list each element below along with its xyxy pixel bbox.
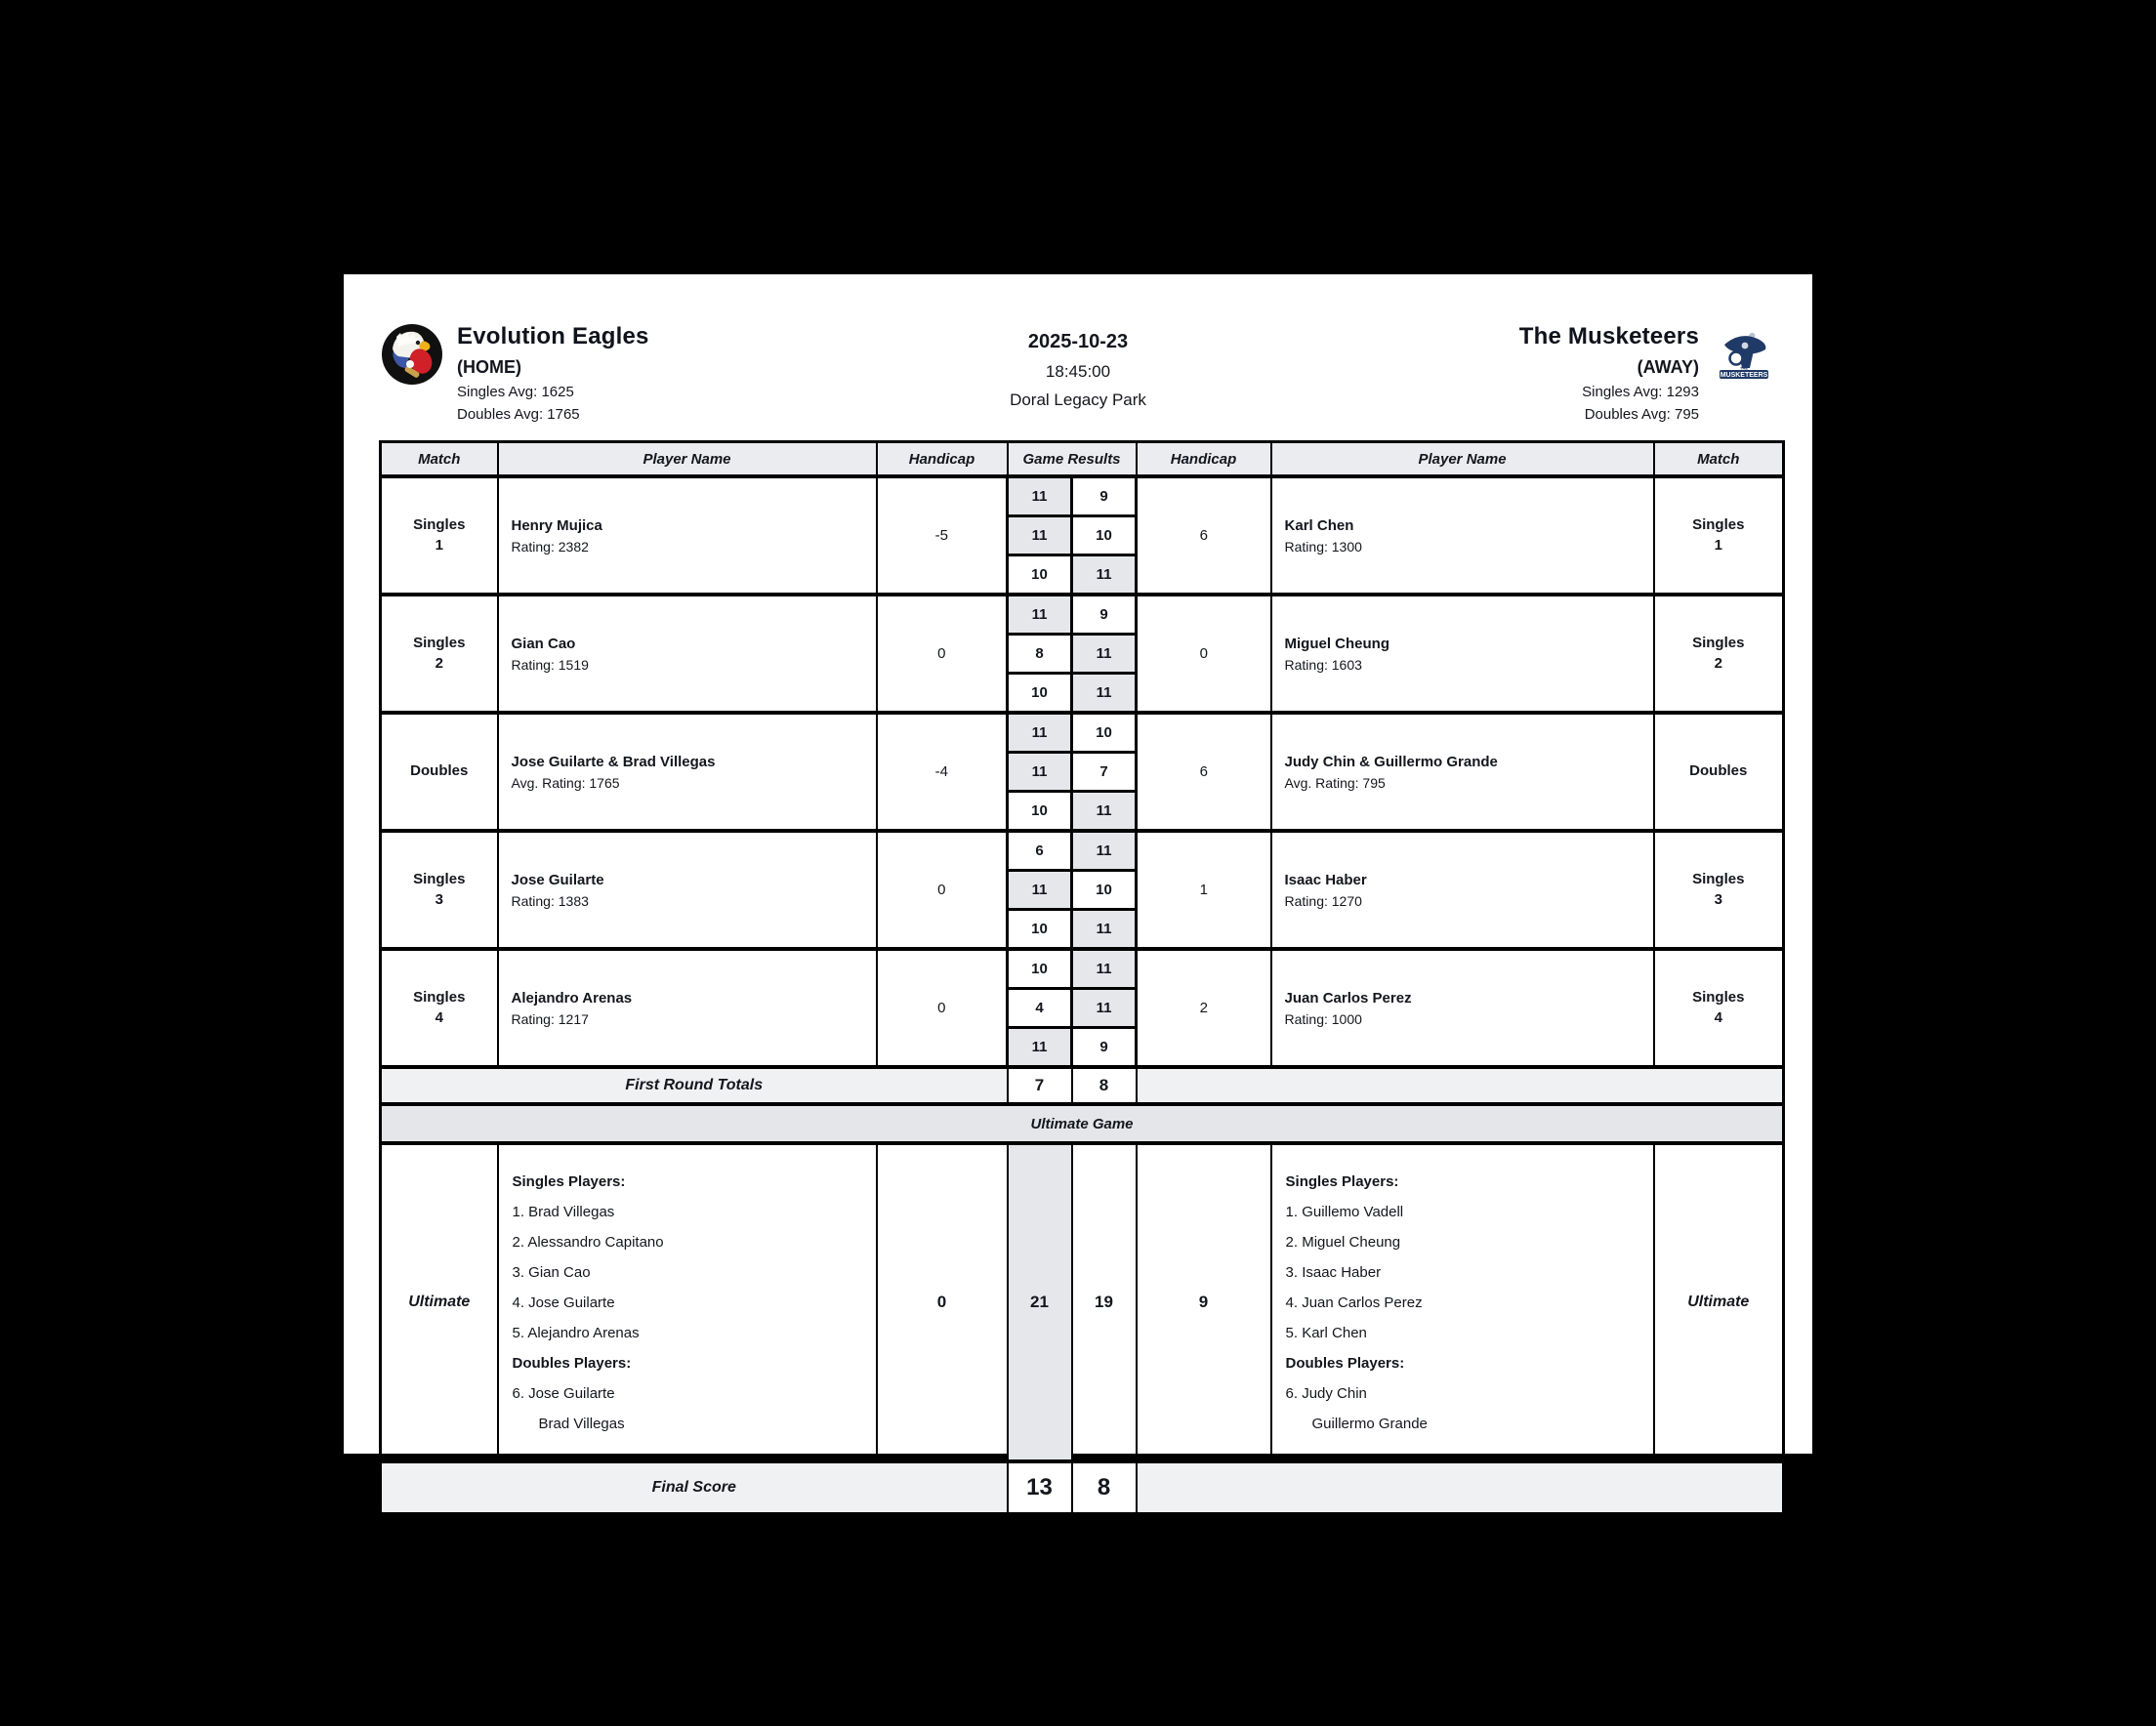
ultimate-away-score: 19 [1072,1143,1137,1461]
home-handicap-cell: 0 [877,831,1008,949]
home-handicap-cell: 0 [877,949,1008,1067]
doubles-players-header: Doubles Players: [1285,1354,1405,1372]
ultimate-home-handicap: 0 [877,1143,1008,1461]
score-table [379,440,1785,1515]
game-score-cell: 10 [1072,871,1137,910]
player-rating: Rating: 1217 [511,1010,589,1027]
home-team-type: (HOME) [457,357,521,377]
svg-text:MUSKETEERS: MUSKETEERS [1720,372,1768,379]
list-item: 6. Jose Guilarte [512,1384,615,1402]
game-score-cell: 11 [1072,674,1137,714]
away-team-name: The Musketeers [1518,323,1699,349]
list-item: Guillermo Grande [1311,1415,1428,1432]
list-item: 4. Jose Guilarte [512,1294,615,1311]
list-item: 2. Alessandro Capitano [512,1233,664,1251]
away-player-cell [1271,476,1654,595]
list-item: 3. Isaac Haber [1285,1263,1382,1281]
game-score-cell: 9 [1072,595,1137,635]
game-score-cell: 10 [1008,674,1072,714]
home-first-round-total: 7 [1008,1067,1072,1104]
match-type-cell: Singles 1 [381,476,498,595]
game-score-cell: 10 [1072,713,1137,753]
match-type-cell: Singles 3 [381,831,498,949]
match-row-doubles [381,713,1784,753]
home-player-cell [498,476,877,595]
player-name: Isaac Haber [1284,871,1367,888]
col-handicap-away: Handicap [1137,442,1271,477]
match-row-singles-3 [381,831,1784,871]
away-first-round-total: 8 [1072,1067,1137,1104]
col-match-home: Match [381,442,498,477]
player-rating: Rating: 1519 [511,656,589,673]
home-player-cell [498,949,877,1067]
game-score-cell: 11 [1008,871,1072,910]
match-type-cell: Singles 4 [381,949,498,1067]
player-rating: Rating: 1603 [1284,656,1362,673]
final-score-label: Final Score [381,1461,1008,1514]
away-player-cell [1271,595,1654,713]
ultimate-away-players-cell [1271,1143,1654,1461]
final-filler-cell [1137,1461,1784,1514]
singles-players-header: Singles Players: [512,1172,626,1190]
player-name: Juan Carlos Perez [1284,989,1412,1007]
event-date: 2025-10-23 [1027,331,1129,352]
player-rating: Rating: 1000 [1284,1010,1362,1027]
home-player-cell [498,595,877,713]
player-rating: Rating: 2382 [511,538,589,555]
home-handicap-cell: -5 [877,476,1008,595]
player-name: Jose Guilarte [511,871,604,888]
game-score-cell: 10 [1008,792,1072,832]
col-game-results: Game Results [1008,442,1137,477]
svg-text:THE: THE [1740,365,1748,371]
game-score-cell: 10 [1008,949,1072,989]
scoresheet-page [344,274,1812,1500]
game-score-cell: 10 [1072,516,1137,555]
away-match-type-cell: Singles 4 [1654,949,1784,1067]
game-score-cell: 4 [1008,989,1072,1028]
player-name: Jose Guilarte & Brad Villegas [511,753,716,770]
ultimate-home-players-cell [498,1143,877,1461]
away-singles-avg: Singles Avg: 1293 [1582,384,1699,400]
player-rating: Rating: 1270 [1284,892,1362,909]
home-handicap-cell: 0 [877,595,1008,713]
game-score-cell: 6 [1008,831,1072,871]
match-row-singles-4 [381,949,1784,989]
player-name: Alejandro Arenas [511,989,633,1007]
game-score-cell: 11 [1072,910,1137,950]
home-singles-avg: Singles Avg: 1625 [457,384,574,400]
match-type-cell: Doubles [381,713,498,831]
game-score-cell: 11 [1008,516,1072,555]
home-team-name: Evolution Eagles [457,323,649,349]
away-final-score: 8 [1072,1461,1137,1514]
home-handicap-cell: -4 [877,713,1008,831]
final-score-row [381,1461,1784,1514]
player-rating: Rating: 1383 [511,892,589,909]
first-round-totals-row [381,1067,1784,1104]
player-name: Karl Chen [1284,516,1354,534]
home-team-header [381,323,873,423]
away-handicap-cell: 1 [1137,831,1271,949]
game-score-cell: 11 [1008,1028,1072,1068]
ultimate-home-score: 21 [1008,1143,1072,1461]
col-handicap-home: Handicap [877,442,1008,477]
away-handicap-cell: 6 [1137,476,1271,595]
match-row-singles-1 [381,476,1784,516]
col-match-away: Match [1654,442,1784,477]
game-score-cell: 11 [1072,949,1137,989]
player-name: Henry Mujica [511,516,602,534]
col-player-home: Player Name [498,442,877,477]
game-score-cell: 10 [1008,555,1072,596]
away-handicap-cell: 2 [1137,949,1271,1067]
home-player-cell [498,831,877,949]
away-team-header [1283,323,1775,423]
away-team-type: (AWAY) [1637,357,1699,377]
away-doubles-avg: Doubles Avg: 795 [1584,406,1699,423]
ultimate-label-away: Ultimate [1654,1143,1784,1461]
away-player-cell [1271,949,1654,1067]
match-type-cell: Singles 2 [381,595,498,713]
doubles-players-header: Doubles Players: [512,1354,632,1372]
game-score-cell: 11 [1008,595,1072,635]
ultimate-label-home: Ultimate [381,1143,498,1461]
home-player-cell [498,713,877,831]
player-name: Miguel Cheung [1284,635,1390,652]
list-item: 1. Brad Villegas [512,1203,615,1220]
player-name: Gian Cao [511,635,576,652]
game-score-cell: 11 [1008,753,1072,792]
list-item: 2. Miguel Cheung [1285,1233,1401,1251]
sheet-header [344,274,1812,423]
game-score-cell: 9 [1072,476,1137,516]
away-handicap-cell: 6 [1137,713,1271,831]
player-rating: Avg. Rating: 1765 [511,774,620,791]
ultimate-row [381,1143,1784,1461]
home-final-score: 13 [1008,1461,1072,1514]
player-rating: Rating: 1300 [1284,538,1362,555]
away-team-logo-icon [1713,323,1775,386]
away-match-type-cell: Singles 1 [1654,476,1784,595]
home-team-logo-icon [381,323,443,386]
game-score-cell: 11 [1008,476,1072,516]
away-handicap-cell: 0 [1137,595,1271,713]
away-match-type-cell: Singles 2 [1654,595,1784,713]
game-score-cell: 11 [1072,635,1137,674]
game-score-cell: 11 [1008,713,1072,753]
event-time: 18:45:00 [1045,362,1111,381]
first-round-totals-label: First Round Totals [381,1067,1008,1104]
ultimate-away-handicap: 9 [1137,1143,1271,1461]
home-doubles-avg: Doubles Avg: 1765 [457,406,580,423]
game-score-cell: 11 [1072,555,1137,596]
col-player-away: Player Name [1271,442,1654,477]
table-header-row [381,442,1784,477]
list-item: 1. Guillemo Vadell [1285,1203,1404,1220]
game-score-cell: 11 [1072,989,1137,1028]
event-venue: Doral Legacy Park [1010,390,1146,409]
away-player-cell [1271,713,1654,831]
list-item: 4. Juan Carlos Perez [1285,1294,1423,1311]
singles-players-header: Singles Players: [1285,1172,1399,1190]
event-info [873,323,1283,410]
list-item: 3. Gian Cao [512,1263,591,1281]
game-score-cell: 7 [1072,753,1137,792]
list-item: 5. Karl Chen [1285,1324,1367,1341]
ultimate-game-banner-label: Ultimate Game [381,1104,1784,1143]
ultimate-game-banner [381,1104,1784,1143]
game-score-cell: 8 [1008,635,1072,674]
away-match-type-cell: Singles 3 [1654,831,1784,949]
list-item: Brad Villegas [538,1415,625,1432]
game-score-cell: 9 [1072,1028,1137,1068]
player-name: Judy Chin & Guillermo Grande [1284,753,1498,770]
list-item: 5. Alejandro Arenas [512,1324,640,1341]
list-item: 6. Judy Chin [1285,1384,1367,1402]
game-score-cell: 11 [1072,831,1137,871]
player-rating: Avg. Rating: 795 [1284,774,1386,791]
totals-filler-cell [1137,1067,1784,1104]
match-row-singles-2 [381,595,1784,635]
game-score-cell: 10 [1008,910,1072,950]
game-score-cell: 11 [1072,792,1137,832]
away-player-cell [1271,831,1654,949]
away-match-type-cell: Doubles [1654,713,1784,831]
